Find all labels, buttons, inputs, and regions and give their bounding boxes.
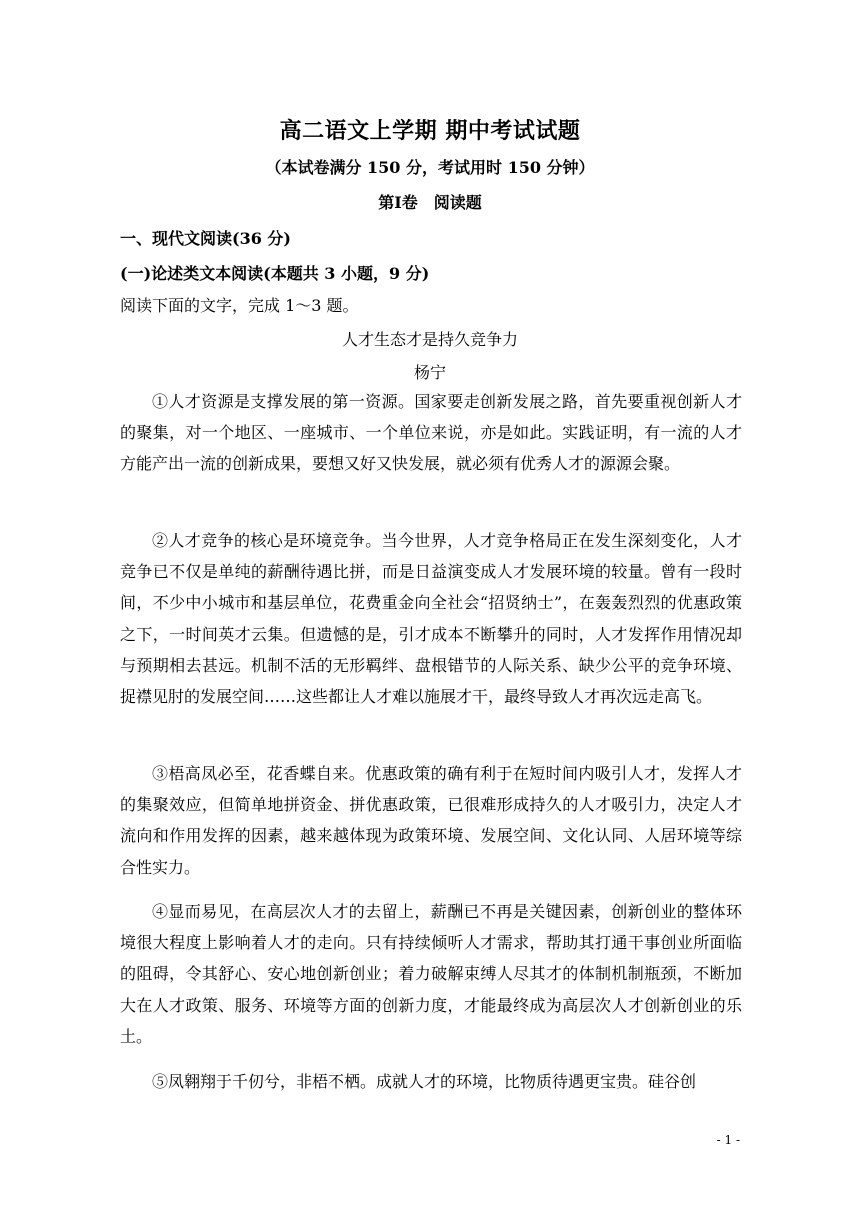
article-paragraph-3: ③梧高凤必至，花香蝶自来。优惠政策的确有利于在短时间内吸引人才，发挥人才的集聚效应，但简单地拼资金、拼优惠政策，已很难形成持久的人才吸引力，决定人才流向和作用发挥的因素，越来越体现为政策环境、发展空间、文化认同、人居环境等综合性实力。 bbox=[120, 764, 742, 877]
exam-subtitle: （本试卷满分 150 分，考试用时 150 分钟） bbox=[265, 158, 595, 177]
article-author: 杨宁 bbox=[413, 363, 446, 382]
reading-instruction: 阅读下面的文字，完成 1～3 题。 bbox=[120, 296, 359, 315]
section-heading: 一、现代文阅读(36 分) bbox=[120, 229, 291, 248]
article-paragraph-2: ②人才竞争的核心是环境竞争。当今世界，人才竞争格局正在发生深刻变化，人才竞争已不仅是单纯的薪酬待遇比拼，而是日益演变成人才发展环境的较量。曾有一段时间，不少中小城市和基层单位，花费重金向全社会“招贤纳士”，在轰轰烈烈的优惠政策之下，一时间英才云集。但遗憾的是，引才成本不断攀升的同时，人才发挥作用情况却与预期相去甚远。机制不活的无形羁绊、盘根错节的人际关系、缺少公平的竞争环境、捉襟见肘的发展空间……这些都让人才难以施展才干，最终导致人才再次远走高飞。 bbox=[120, 531, 742, 707]
article-paragraph-5: ⑤凤翱翔于千仞兮，非梧不栖。成就人才的环境，比物质待遇更宝贵。硅谷创 bbox=[152, 1072, 697, 1091]
page-number: - 1 - bbox=[716, 1133, 740, 1147]
article-paragraph-1: ①人才资源是支撑发展的第一资源。国家要走创新发展之路，首先要重视创新人才的聚集，对一个地区、一座城市、一个单位来说，亦是如此。实践证明，有一流的人才方能产出一流的创新成果，要想又好又快发展，就必须有优秀人才的源源会聚。 bbox=[120, 392, 742, 474]
exam-title: 高二语文上学期 期中考试试题 bbox=[279, 118, 581, 144]
subsection-heading: (一)论述类文本阅读(本题共 3 小题，9 分) bbox=[120, 264, 430, 283]
article-title: 人才生态才是持久竞争力 bbox=[341, 330, 518, 349]
article-paragraph-4: ④显而易见，在高层次人才的去留上，薪酬已不再是关键因素，创新创业的整体环境很大程度上影响着人才的走向。只有持续倾听人才需求，帮助其打通干事创业所面临的阻碍，令其舒心、安心地创新创业；着力破解束缚人尽其才的体制机制瓶颈，不断加大在人才政策、服务、环境等方面的创新力度，才能最终成为高层次人才创新创业的乐土。 bbox=[120, 902, 742, 1046]
part-heading: 第Ⅰ卷 阅读题 bbox=[378, 193, 482, 212]
